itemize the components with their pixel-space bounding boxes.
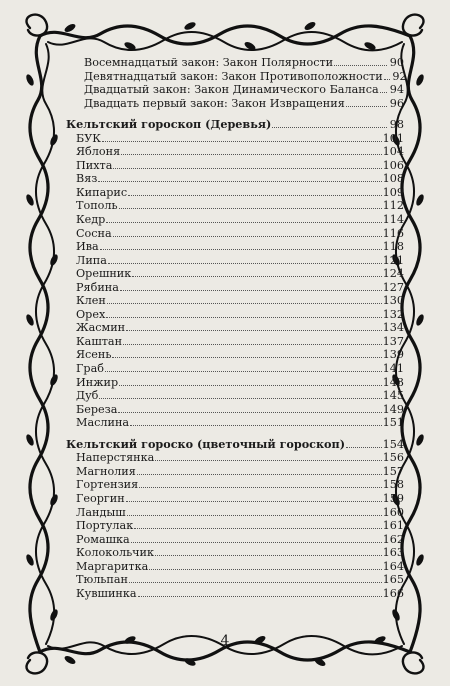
- dot-leader: [155, 451, 381, 461]
- entry-title: Кувшинка: [76, 586, 137, 600]
- dot-leader: [380, 83, 387, 93]
- entry-page: 118: [382, 240, 404, 254]
- toc-entry[interactable]: [66, 533, 404, 547]
- entry-page: 162: [382, 532, 404, 546]
- entry-title: Береза: [76, 402, 118, 416]
- entry-page: 94: [389, 83, 404, 97]
- entry-page: 161: [382, 519, 404, 533]
- toc-entry[interactable]: [66, 267, 404, 281]
- dot-leader: [113, 159, 381, 169]
- toc-entry[interactable]: [66, 254, 404, 268]
- entry-page: 137: [382, 334, 404, 348]
- toc-entry[interactable]: [66, 389, 404, 403]
- dot-leader: [155, 546, 382, 556]
- entry-title: Липа: [76, 253, 107, 267]
- entry-title: Кедр: [76, 213, 106, 227]
- dot-leader: [272, 118, 387, 128]
- dot-leader: [334, 56, 387, 66]
- entry-page: 163: [382, 546, 404, 560]
- page-number: 4: [220, 633, 230, 649]
- dot-leader: [123, 335, 382, 345]
- dot-leader: [129, 573, 382, 583]
- entry-title: Ясень: [76, 348, 112, 362]
- dot-leader: [106, 308, 381, 318]
- toc-entry[interactable]: [66, 186, 404, 200]
- entry-page: 145: [382, 389, 404, 403]
- toc-entry[interactable]: [66, 199, 404, 213]
- entry-title: Ландыш: [76, 505, 126, 519]
- toc-entry[interactable]: [66, 492, 404, 506]
- entry-title: Магнолия: [76, 464, 136, 478]
- entry-page: 108: [382, 172, 404, 186]
- toc-entry[interactable]: [66, 546, 404, 560]
- toc-entry[interactable]: [66, 227, 404, 241]
- entry-page: 141: [382, 362, 404, 376]
- dot-leader: [118, 403, 381, 413]
- entry-title: Граб: [76, 362, 104, 376]
- entry-page: 159: [382, 491, 404, 505]
- toc-entry[interactable]: [66, 478, 404, 492]
- toc-entry[interactable]: [66, 83, 404, 97]
- entry-title: Тюльпан: [76, 573, 128, 587]
- dot-leader: [126, 492, 382, 502]
- toc-entry[interactable]: [66, 132, 404, 146]
- entry-title: Орешник: [76, 267, 132, 281]
- entry-title: Девятнадцатый закон: Закон Противоположности: [84, 69, 383, 83]
- dot-leader: [107, 294, 382, 304]
- section-title: Кельтский гороскоп (Деревья): [66, 117, 272, 132]
- toc-entry[interactable]: [66, 308, 404, 322]
- entry-page: 127: [382, 280, 404, 294]
- toc-entry[interactable]: [66, 560, 404, 574]
- table-of-contents: [66, 56, 407, 600]
- entry-title: Кипарис: [76, 185, 128, 199]
- dot-leader: [346, 438, 382, 448]
- dot-leader: [131, 533, 382, 543]
- dot-leader: [98, 172, 381, 182]
- entry-page: 96: [389, 96, 404, 110]
- entry-title: Маслина: [76, 416, 130, 430]
- dot-leader: [106, 213, 381, 223]
- dot-leader: [113, 227, 382, 237]
- toc-entry[interactable]: [66, 172, 404, 186]
- entry-title: БУК: [76, 131, 101, 145]
- dot-leader: [120, 281, 382, 291]
- toc-entry[interactable]: [66, 573, 404, 587]
- entry-title: Каштан: [76, 334, 123, 348]
- toc-entry[interactable]: [66, 321, 404, 335]
- entry-page: 166: [382, 586, 404, 600]
- entry-page: 101: [382, 131, 404, 145]
- toc-entry[interactable]: [66, 213, 404, 227]
- toc-entry[interactable]: [66, 56, 404, 70]
- entry-page: 149: [382, 402, 404, 416]
- entry-title: Маргаритка: [76, 559, 149, 573]
- dot-leader: [126, 321, 382, 331]
- dot-leader: [130, 416, 382, 426]
- entry-title: Сосна: [76, 226, 112, 240]
- section-page: 98: [389, 118, 404, 132]
- toc-group-trees: [66, 132, 404, 430]
- dot-leader: [105, 362, 382, 372]
- toc-entry[interactable]: [66, 416, 404, 430]
- toc-entry[interactable]: [66, 69, 407, 84]
- dot-leader: [127, 506, 382, 516]
- dot-leader: [384, 70, 390, 80]
- toc-entry[interactable]: [66, 506, 404, 520]
- entry-page: 165: [382, 573, 404, 587]
- entry-title: Ромашка: [76, 532, 130, 546]
- entry-page: 139: [382, 348, 404, 362]
- dot-leader: [128, 186, 382, 196]
- dot-leader: [132, 267, 381, 277]
- dot-leader: [134, 519, 381, 529]
- toc-entry[interactable]: [66, 403, 404, 417]
- entry-page: 143: [382, 375, 404, 389]
- entry-page: 109: [382, 185, 404, 199]
- toc-entry[interactable]: [66, 362, 404, 376]
- toc-group-laws: [66, 56, 407, 110]
- entry-page: 124: [382, 267, 404, 281]
- entry-page: 132: [382, 307, 404, 321]
- section-page: 154: [382, 437, 404, 451]
- entry-page: 114: [382, 213, 404, 227]
- dot-leader: [108, 254, 382, 264]
- entry-title: Тополь: [76, 199, 118, 213]
- entry-title: Колокольчик: [76, 546, 155, 560]
- entry-page: 121: [382, 253, 404, 267]
- entry-title: Двадцать первый закон: Закон Извращения: [84, 96, 345, 110]
- entry-title: Ива: [76, 240, 99, 254]
- entry-page: 164: [382, 559, 404, 573]
- toc-entry[interactable]: [66, 281, 404, 295]
- entry-page: 157: [382, 464, 404, 478]
- entry-page: 130: [382, 294, 404, 308]
- dot-leader: [346, 97, 387, 107]
- toc-entry[interactable]: [66, 376, 404, 390]
- entry-title: Дуб: [76, 389, 99, 403]
- dot-leader: [100, 240, 382, 250]
- toc-entry[interactable]: [66, 97, 404, 111]
- entry-title: Двадцатый закон: Закон Динамического Баланса: [84, 83, 379, 97]
- entry-page: 106: [382, 158, 404, 172]
- toc-entry[interactable]: [66, 145, 404, 159]
- dot-leader: [112, 348, 381, 358]
- entry-title: Пихта: [76, 158, 113, 172]
- entry-page: 160: [382, 505, 404, 519]
- entry-page: 112: [382, 199, 404, 213]
- toc-entry[interactable]: [66, 159, 404, 173]
- toc-entry[interactable]: [66, 240, 404, 254]
- dot-leader: [119, 199, 382, 209]
- entry-page: 158: [382, 478, 404, 492]
- toc-entry[interactable]: [66, 451, 404, 465]
- entry-page: 134: [382, 321, 404, 335]
- dot-leader: [119, 376, 382, 386]
- dot-leader: [102, 132, 382, 142]
- entry-page: 104: [382, 145, 404, 159]
- entry-title: Портулак: [76, 519, 134, 533]
- toc-entry[interactable]: [66, 519, 404, 533]
- dot-leader: [121, 145, 382, 155]
- entry-title: Восемнадцатый закон: Закон Полярности: [84, 56, 334, 69]
- toc-section-trees[interactable]: [66, 118, 404, 132]
- entry-title: Яблоня: [76, 145, 121, 159]
- entry-page: 92: [392, 69, 407, 83]
- entry-title: Рябина: [76, 280, 119, 294]
- toc-entry[interactable]: [66, 348, 404, 362]
- dot-leader: [137, 465, 382, 475]
- entry-page: 156: [382, 451, 404, 465]
- entry-page: 90: [389, 56, 404, 69]
- dot-leader: [99, 389, 381, 399]
- section-title: Кельтский гороско (цветочный гороскоп): [66, 436, 346, 451]
- entry-title: Наперстянка: [76, 451, 155, 465]
- entry-page: 116: [382, 226, 404, 240]
- toc-entry[interactable]: [66, 294, 404, 308]
- entry-title: Клен: [76, 294, 106, 308]
- entry-title: Жасмин: [76, 321, 126, 335]
- entry-title: Вяз: [76, 172, 98, 186]
- entry-title: Инжир: [76, 375, 119, 389]
- entry-page: 151: [382, 416, 404, 430]
- toc-section-flowers[interactable]: [66, 438, 404, 452]
- entry-title: Орех: [76, 307, 106, 321]
- toc-entry[interactable]: [66, 465, 404, 479]
- entry-title: Гортензия: [76, 478, 139, 492]
- toc-entry[interactable]: [66, 587, 404, 601]
- dot-leader: [149, 560, 381, 570]
- dot-leader: [138, 587, 382, 597]
- toc-group-flowers: [66, 451, 404, 600]
- toc-entry[interactable]: [66, 335, 404, 349]
- entry-title: Георгин: [76, 491, 125, 505]
- dot-leader: [139, 478, 381, 488]
